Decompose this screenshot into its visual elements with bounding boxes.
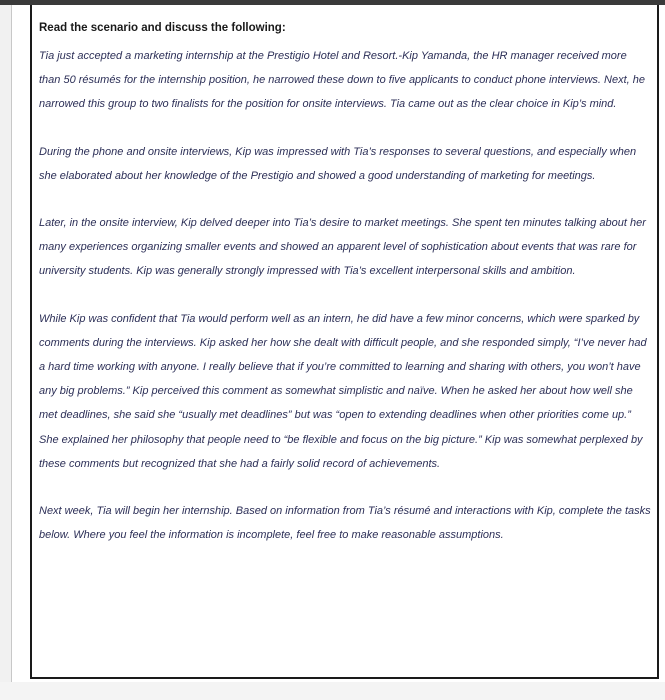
paragraph-interviews: During the phone and onsite interviews, Kip was impressed with Tia’s responses to several questions, and especially when she elaborated about her knowledge of the Prestigio and showed a good understanding of marketing for meetings. [39,145,637,182]
left-gutter [0,5,12,682]
document-box [30,5,659,679]
paragraph-tasks: Next week, Tia will begin her internship. Based on information from Tia’s résumé and interactions with Kip, complete the tasks below. Where you feel the information is incomplete, feel free to make reasonable assumptions. [39,505,651,542]
paragraph-intro: Tia just accepted a marketing internship at the Prestigio Hotel and Resort.-Kip Yamanda, the HR manager received more than 50 résumés for the internship position, he narrowed these down to five applicants to conduct phone interviews. Next, he narrowed this group to two finalists for the position for onsite interviews. Tia came out as the clear choice in Kip’s mind. [39,50,645,111]
document-content [39,19,651,547]
bottom-strip [0,682,665,700]
paragraph-onsite: Later, in the onsite interview, Kip delved deeper into Tia’s desire to market meetings. She spent ten minutes talking about her many experiences organizing smaller events and showed an apparent level of sophistication about events that was rare for university students. Kip was generally strongly impressed with Tia’s excellent interpersonal skills and ambition. [39,217,646,278]
document-heading: Read the scenario and discuss the following: [39,22,286,34]
paragraph-concerns: While Kip was confident that Tia would perform well as an intern, he did have a few minor concerns, which were sparked by comments during the interviews. Kip asked her how she dealt with difficult people, and she responded simply, “I’ve never had a hard time working with anyone. I really believe that if you’re committed to learning and sharing with others, you won’t have any big problems.” Kip perceived this comment as somewhat simplistic and naïve. When he asked her about how well she met deadlines, she said she “usually met deadlines” but was “open to extending deadlines when other priorities come up.” She explained her philosophy that people need to “be flexible and focus on the big picture.” Kip was somewhat perplexed by these comments but recognized that she had a fairly solid record of achievements. [39,312,647,470]
